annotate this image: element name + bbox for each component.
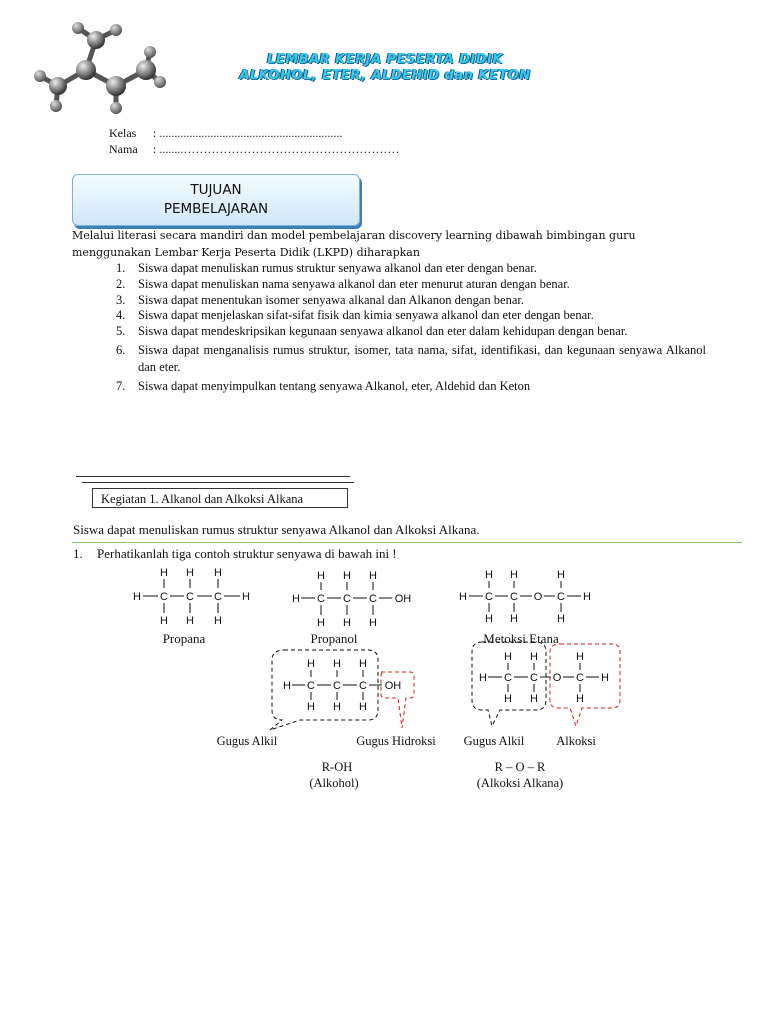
atom-oh: OH [394,593,412,605]
goal-number: 4. [116,308,126,322]
atom-oh: OH [384,680,402,692]
goal-number: 5. [116,324,126,338]
goal-text: Siswa dapat menjelaskan sifat-sifat fisik dan kimia senyawa alkanol dan eter dengan benar. [138,308,594,322]
atom-c: C [510,591,518,603]
accent-divider [72,542,742,543]
atom-h: H [214,567,222,579]
atom-h: H [307,658,315,670]
goal-number: 7. [116,379,126,393]
atom-h: H [333,658,341,670]
goal-item [116,277,706,291]
atom-c: C [485,591,493,603]
atom-h: H [133,591,141,603]
atom-c: C [186,591,194,603]
tujuan-heading-box [72,174,360,226]
question-text: Perhatikanlah tiga contoh struktur senyawa di bawah ini ! [97,546,397,561]
kegiatan-objective: Siswa dapat menuliskan rumus struktur senyawa Alkanol dan Alkoksi Alkana. [73,522,480,537]
atom-h: H [369,617,377,629]
tujuan-line-1: TUJUAN [190,182,242,198]
goal-number: 1. [116,261,126,275]
goal-number: 2. [116,277,126,291]
atom-h: H [292,593,300,605]
atom-c: C [359,680,367,692]
annotated-propanol [270,650,414,730]
alkoksi-label: Alkoksi [556,734,596,748]
divider-top [76,476,350,477]
atom-o: O [533,591,543,603]
atom-h: H [576,651,584,663]
atom-h: H [186,567,194,579]
atom-h: H [186,615,194,627]
atom-h: H [459,591,467,603]
kelas-row [109,126,342,141]
gugus-alkil-label: Gugus Alkil [216,734,278,748]
atom-h: H [583,591,591,603]
atom-h: H [504,693,512,705]
goal-text: Siswa dapat menentukan isomer senyawa alkanal dan Alkanon dengan benar. [138,293,524,307]
atom-h: H [343,570,351,582]
goal-item [116,309,706,321]
atom-c: C [504,672,512,684]
atom-h: H [369,570,377,582]
goal-item [116,378,706,395]
alkohol-label: (Alkohol) [309,776,359,790]
goal-list [116,261,706,397]
atom-c: C [557,591,565,603]
goal-item [116,323,706,340]
propanol-label: Propanol [310,631,358,646]
title-line-1: LEMBAR KERJA PESERTA DIDIK [267,52,503,67]
propana-structure [133,567,250,627]
atom-h: H [317,617,325,629]
goal-item [116,293,706,307]
atom-c: C [343,593,351,605]
atom-h: H [485,569,493,581]
atom-c: C [160,591,168,603]
title-line-2: ALKOHOL, ETER, ALDEHID dan KETON [239,68,531,83]
atom-h: H [601,672,609,684]
goal-text: Siswa dapat menyimpulkan tentang senyawa Alkanol, eter, Aldehid dan Keton [138,379,531,393]
nama-row [109,142,399,157]
atom-h: H [343,617,351,629]
atom-h: H [214,615,222,627]
goal-text: Siswa dapat mendeskripsikan kegunaan senyawa alkanol dan eter dalam kehidupan dengan benar. [138,324,628,338]
atom-h: H [160,615,168,627]
ror-formula: R – O – R [494,760,546,774]
divider-bottom [82,482,354,483]
atom-c: C [530,672,538,684]
atom-o: O [552,672,562,684]
goal-text: Siswa dapat menganalisis rumus struktur, isomer, tata nama, sifat, identifikasi, dan kegunaan senyawa Alkanol dan eter. [138,343,706,374]
atom-c: C [214,591,222,603]
atom-h: H [530,651,538,663]
atom-h: H [557,569,565,581]
kelas-field[interactable]: : ............................................................. [153,126,343,140]
metoksi-etana-structure [459,569,591,625]
atom-h: H [307,701,315,713]
roh-formula: R-OH [321,760,353,774]
goal-text: Siswa dapat menuliskan nama senyawa alkanol dan eter menurut aturan dengan benar. [138,277,570,291]
atom-h: H [283,680,291,692]
propana-label: Propana [162,631,206,646]
atom-c: C [369,593,377,605]
atom-h: H [359,701,367,713]
annotated-metoksi-etana [472,642,620,726]
kegiatan-title-box: Kegiatan 1. Alkanol dan Alkoksi Alkana [92,488,348,508]
atom-h: H [576,693,584,705]
atom-h: H [504,651,512,663]
atom-h: H [317,570,325,582]
atom-h: H [160,567,168,579]
atom-h: H [359,658,367,670]
atom-h: H [485,613,493,625]
nama-field[interactable]: : ........……………………………………………… [153,142,400,156]
atom-h: H [530,693,538,705]
atom-c: C [317,593,325,605]
gugus-hidroksi-label: Gugus Hidroksi [356,734,436,748]
nama-label: Nama [109,142,138,156]
alkoksi-alkana-label: (Alkoksi Alkana) [476,776,564,790]
molecule-logo [28,18,168,118]
goal-item [116,342,706,376]
alkoxy-group-outline [550,644,620,726]
tujuan-line-2: PEMBELAJARAN [163,201,269,217]
kelas-label: Kelas [109,126,137,140]
atom-h: H [242,591,250,603]
tujuan-intro: Melalui literasi secara mandiri dan model pembelajaran discovery learning dibawah bimbingan guru menggunakan Lembar Kerja Peserta Didik (LKPD) diharapkan [72,229,636,259]
question-number: 1. [73,546,83,561]
goal-text: Siswa dapat menuliskan rumus struktur senyawa alkanol dan eter dengan benar. [138,261,537,275]
atom-h: H [510,613,518,625]
atom-h: H [557,613,565,625]
atom-c: C [576,672,584,684]
goal-number: 6. [116,343,126,357]
metoksi-etana-label: Metoksi Etana [483,631,559,646]
atom-h: H [510,569,518,581]
atom-c: C [333,680,341,692]
atom-h: H [479,672,487,684]
atom-h: H [333,701,341,713]
propanol-structure [292,570,411,629]
structure-diagrams [0,560,768,800]
goal-item [116,261,706,275]
atom-c: C [307,680,315,692]
gugus-alkil-label-2: Gugus Alkil [463,734,525,748]
goal-number: 3. [116,293,126,307]
